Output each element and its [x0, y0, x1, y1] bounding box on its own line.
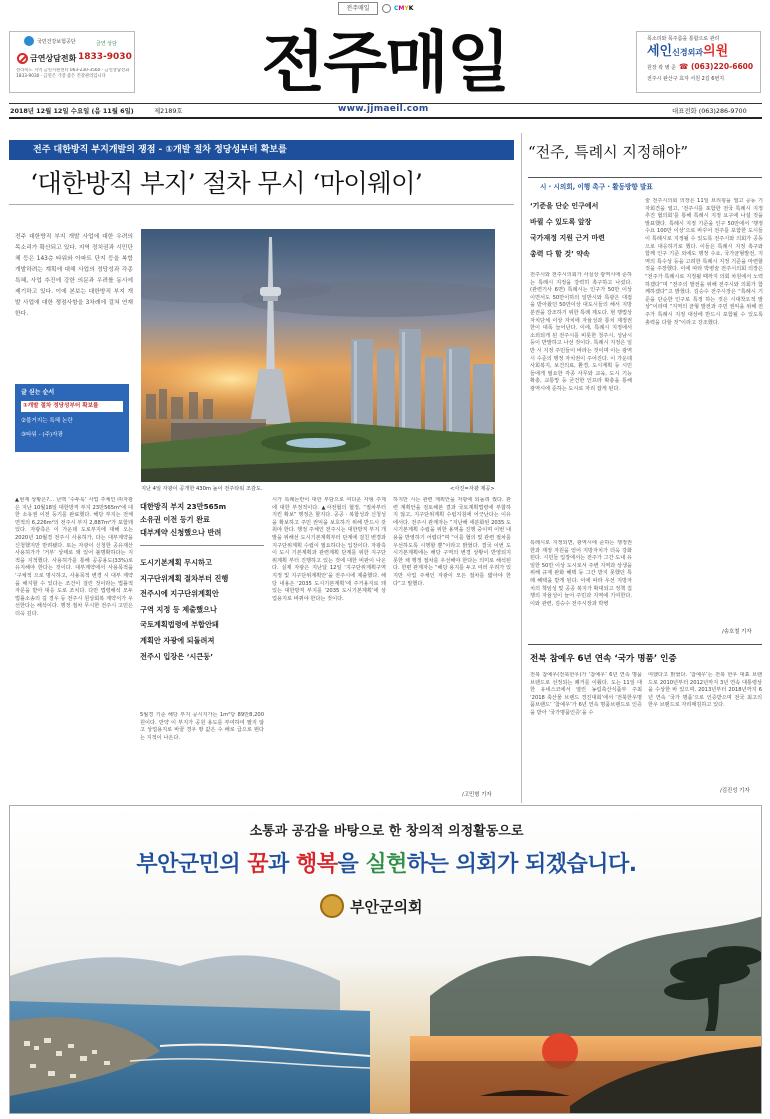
- masthead-title: 전주매일: [261, 24, 509, 101]
- registration-mark: [382, 4, 391, 13]
- article3-col1: 전북 참예우(전북한우)가 ‘참예우’ 6년 연속 명품브랜드로 선정되는 쾌거를 이뤘다. 도는 11일 대한 유네스코에서 열린 농림축산식품부 주최 ‘2018 축산물 브랜드 경진대회’에서 ‘전북한우명품브랜드’ ‘참예우’가 6년 연속 명품브랜드로 인증을 받아 ‘국가명품인증’을 수: [530, 672, 642, 716]
- subhead-5: 지구단위계획 절차부터 진행: [140, 573, 229, 583]
- tower-rendering-image: [141, 229, 495, 482]
- bottom-ad: [9, 805, 762, 1114]
- right-ad-doctor: 원장 곽 병 준: [647, 65, 676, 71]
- health-insurance-logo: [24, 36, 34, 46]
- series-item-1: ①개발 절차 정당성부터 확보를: [21, 401, 123, 412]
- slogan-part-3: 과: [268, 852, 296, 877]
- article1-lead: 전주 대한방직 부지 개발 사업에 대한 우려의 목소리가 확산되고 있다. 지역 정치권과 시민단체 등은 143층 타워와 아파트 단지 등을 복합 개발하려는 계획에 대해 사업의 정당성과 각종 특혜, 사업 추진에 강한 의문과 우려를 동시에 제기하고 있다. 이에 본보는 대한방직 부지 개발 사업에 대한 쟁점사항을 3차례에 걸쳐 연재한다.: [15, 234, 133, 317]
- right-ad-name-c: 의원: [703, 44, 729, 59]
- left-ad-org: 국민건강보험공단: [37, 39, 76, 45]
- slogan-part-1: 부안군민의: [136, 852, 248, 877]
- ad-slogan: [10, 850, 762, 880]
- subhead-8: 국토계획법령에 부합안돼: [140, 620, 219, 630]
- article1-col2-tail: 5월경 기준 해당 부지 공시지가는 1m²당 89만8,200원이다. 만약 이 부지가 공원 용도를 부여하여 팔지 않고 상업용지로 바꿀 경우 땅 값은 수 배로 급으로 뛴다는 지적이 나온다.: [140, 712, 264, 741]
- article1-byline: /고민형 기자: [462, 792, 492, 798]
- dateline-issue: 제2189호: [154, 107, 183, 115]
- article1-col1: ▲현재 상황은?… 난맥 ‘수두룩’ 사업 주체인 ㈜자광은 지난 10월18일 대한방직 부지 23만565m²에 대한 소유권 이전 등기를 완료했다. 해당 부지는 전체 면적의 6,226m²의 전주시 부지 2,887m²가 포함돼 있다. 자광측은 이 가운데 도로부지에 대해 오는 2020년 10월경 전주시 사용허가, 다는 대부계약을 신청했지만 반려됐다. 또는 자광이 신청한 공유재산 사용허가가 ‘거부’ 상태로 돼 있어 불명확하다는 지적을 지적했다. 사용허가를 통해 공공용도(33%)로 유지해야 한다는 것이다. 대부계약에서 사용목적을 ‘구체적 으로 명시하고, 사용목적 변경 시 대부 계약을 해지할 수 있다는 조건이 걸린 것이라는 법률적 자문을 받아 대응 도로 조치다. 다만 법령해석 모두 법률소송의 길 경우 등 전주시 원상회복 계약서가 우선한다는 해석이다. 행정 절차 무시한 전주시 고민은 더욱 깊다.: [15, 497, 133, 617]
- a2-subhead-3: 국가재정 지원 근거 마련: [530, 234, 605, 242]
- series-box: [15, 384, 129, 452]
- right-ad-top: 목소리와 목주름을 통합으로 관리: [647, 36, 720, 42]
- dateline-tel: 대표전화 (063)286-9700: [672, 107, 747, 115]
- series-title: 글 싣는 순서: [21, 389, 55, 396]
- ad-tagline: 소통과 공감을 바탕으로 한 창의적 의정활동으로: [249, 824, 524, 839]
- subhead-3: 대부계약 신청했으나 반려: [140, 528, 222, 537]
- article2-subheads: [530, 198, 640, 262]
- right-ad-name: [647, 44, 728, 61]
- cmyk-c: C: [394, 5, 399, 12]
- article2-kicker: 시 · 시의회, 이행 촉구 · 활동방향 발표: [540, 183, 653, 191]
- right-ad-phone: ☎ (063)220-6600: [679, 62, 754, 71]
- a2-subhead-1: ‘기준을 단순 인구에서: [530, 202, 599, 210]
- left-header-ad: [9, 31, 135, 93]
- subhead-10: 전주시 입장은 ‘시큰둥’: [140, 651, 213, 661]
- article2-col1: 전주시와 전주시의회가 사실상 광역시에 준하는 특례시 지정을 강력히 촉구하고 나섰다. (관련기사 6면) 특례시는 인구가 50만 이상이면서도 50만이하의 일반시와 특광은 대접을 받아왔던 50만이상 대도시들의 해서 지방분권을 강조하기 위한 특례 제도다. 현 행법상 자치단체 이상 자치에 자율성과 통치 재정권한이 대폭 늘어난다. 이에, 특례시 지정에서 소외되게 된 전주시를 비롯한 청주시, 성남시 등이 반발하고 나선 것이다. 특례시 지정은 일반 시 지정 주민들이 바라는 것이며 이는 광역시 수준의 행정 자치권이 주어진다. 이 가운데 사회복지, 보건의료, 환경, 도시계획 등 시민들에게 필요한 각종 사무와 교육, 도시 기능 확충, 교통망 등 굳건한 인프라 확충을 통해 광역시에 준하는 도시로 자리 잡게 된다.: [530, 272, 632, 392]
- subhead-2: 소유권 이전 등기 완료: [140, 515, 210, 524]
- article2-col3: 술 전주시의회 의장은 11일 브리핑을 열고 공동 기자회견을 열고, ‘전주시를 포함한 전국 특례시 지정 추진 협의회’를 통해 특례시 지정 요구에 나설 것을 발표했다. 특례시 지정 기준을 인구 50만에서 ‘행정수요 100만 이상’으로 바꾸어 전주를 포함한 도시들이 특례시로 지정될 수 있도록 전주시와 의회가 공동으로 대응하기로 했다. 이들은 특례시 지정 촉구와 함께 인구 기준 외에도 행정 수요, 국가균형발전, 지역의 특수성 등을 고려한 특례시 지정 기준을 마련할 것을 주장했다. 이에 따라 박병술 전주시의회 의장은 “전주가 특례시로 지정될 때까지 의회 차원에서 노력하겠다”며 “전주의 발전을 위해 전주시와 의회가 함께하겠다”고 밝혔다. 김승수 전주시장은 “특례시 기준을 단순한 인구로 특정 하는 것은 시대착오적 발상”이라며 “지역의 균형 발전과 주민 권익을 위해 전주가 특례시 지정 대상에 반드시 포함될 수 있도록 총력을 다할 것”이라고 강조했다.: [645, 198, 763, 326]
- left-ad-line: 금연상담전화: [30, 54, 77, 63]
- right-ad-name-b: 신경외과: [672, 48, 704, 57]
- subhead-9: 계획안 자광에 되돌려져: [140, 635, 215, 645]
- cmyk-k: K: [408, 5, 414, 12]
- cmyk-marks: [394, 4, 413, 13]
- article3-col2: 여했다고 밝혔다. ‘참예우’는 전북 한우 대표 브랜드로 2010년부터 2012년까지 3년 연속 대통령상을 수상한 바 있으며, 2013년부터 2018년까지 6년 연속 ‘국가 명품’으로 인증받으며 전국 최고의 한우 브랜드로 자리매김하고 있다.: [648, 672, 762, 709]
- a2-subhead-2: 바뀔 수 있도록 앞장: [530, 218, 592, 226]
- article1-kicker: 전주 대한방직 부지개발의 쟁점 - ①개발 절차 정당성부터 확보를: [9, 140, 514, 160]
- slogan-part-6: 실현: [365, 852, 407, 877]
- right-header-ad: [636, 31, 761, 93]
- a2-subhead-4: 총력 다 할 것’ 약속: [530, 250, 590, 258]
- dateline-url[interactable]: www.jjmaeil.com: [338, 104, 429, 114]
- cmyk-y: Y: [404, 5, 409, 12]
- slogan-part-7: 하는 의회가 되겠습니다.: [406, 852, 637, 877]
- article3-byline: /김진성 기자: [720, 788, 750, 794]
- photo-caption-left: 지난 4일 자광이 공개한 430m 높이 전주타워 조감도.: [141, 486, 263, 492]
- article1-headline: ‘대한방직 부지’ 절차 무시 ‘마이웨이’: [30, 169, 423, 199]
- subhead-4: 도시기본계획 무시하고: [140, 558, 212, 567]
- subhead-6: 전주시에 지구단위계획안: [140, 589, 219, 599]
- left-ad-fine: 전라북도 지역 금연지원센터 063-230-3560 · 금연상담전화 1833-9030 · 금연은 가장 좋은 건강관리입니다: [16, 68, 130, 79]
- dateline-date: 2018년 12월 12일 수요일 (음 11월 6일): [10, 107, 134, 115]
- article2-headline: “전주, 특례시 지정해야”: [528, 143, 689, 161]
- subhead-1: 대한방직 부지 23만565m: [140, 502, 227, 511]
- slogan-part-5: 을: [337, 852, 366, 877]
- left-ad-phone: 1833-9030: [78, 52, 132, 62]
- top-tag-box: 전주매일: [338, 2, 378, 15]
- left-ad-side: 금연 상담: [96, 41, 117, 47]
- article1-col3: 시가 특례논란이 대한 부담으로 여다운 자형 주제에 대한 부정적이다. ▲사전협의 협정, “절차부터 지킨 확보” 행정은 할지다. 공공 · 복합성과 신청성을 확보하고 주민 권익을 보호하기 위해 반드시 갖춰야 한다. 행정 주체인 전주시는 대한방직 부지 개발을 위해선 도시기본계획부터 단계에 걸친 변경과 지구단위계획 수립이 필요하다는 입장이다. 자광측이 도시 기본계획과 관련계획 단계를 위한 지구단위계획 부터 진행하고 있는 것에 대한 비판이 나온다. 실제 자광은 지난달 12일 ‘지구단위계획구역 지정 및 지구단위계획안’을 전주시에 제출했다. 해당 내용은 ‘2035 도시기본계획’에 주거용지로 돼 있는 대한방직 부지를 ‘2035 도시기본계획’에 상업용지로 바꿔야 한다는 것이다.: [272, 497, 386, 602]
- series-item-2: ②불거지는 특혜 논란: [21, 418, 73, 424]
- right-ad-name-a: 세인: [647, 44, 673, 59]
- photo-caption-right: <사진=자광 제공>: [450, 486, 495, 492]
- article1-subheads-b: [140, 555, 268, 664]
- right-ad-address: 전주시 완산구 효자 서원 2길 6번지: [647, 76, 725, 82]
- article2-col2: 특례시로 지정되면, 광역시에 준하는 행정권한과 재정 자원을 얻어 지방자치가 더욱 강화된다. 시민들 입장에서는 전주가 그간 도내 유일한 50만 이상 도시로서 주변 지역과 상생을 위해 규제 완화 혜택 등 그간 받지 못했던 특례 혜택을 받게 된다. 이에 따라 우선 지방자치의 책임성 및 공공 복지가 확대되고 정책 집행의 자율성이 늘어 주민과 지역에 기여한다. 이와 관련, 김승수 전주시장과 박병: [530, 540, 632, 607]
- subhead-7: 구역 지정 등 제출했으나: [140, 604, 217, 614]
- cmyk-m: M: [398, 5, 405, 12]
- series-item-3: ③타워 - (주)자광: [21, 432, 63, 438]
- slogan-part-4: 행복: [295, 852, 338, 877]
- article1-subheads-a: [140, 500, 268, 539]
- council-name: 부안군의회: [350, 898, 423, 916]
- no-smoking-icon: [17, 53, 28, 64]
- slogan-part-2: 꿈: [247, 852, 269, 877]
- council-emblem-icon: [320, 894, 344, 918]
- article3-headline: 전북 참예우 6년 연속 ‘국가 명품’ 인증: [530, 654, 677, 664]
- article2-byline: /송호철 기자: [722, 629, 752, 635]
- article1-col4: 하지만 시는 관련 계획안을 자광에 되돌려 줬다. 관련 계획안을 검토해본 결과 국토계획법령에 부합하지 않고, 지구단위계획 수립지침에 어긋난다는 이유에서다. 전주시 관계자는 “지난해 세분화된 2035 도시기본계획 수립을 위한 용역을 진행 중이며 이번 내용을 반영하기 어렵다”며 “이를 협의 및 관련 절차를 우선하도록 시행할 뿐”이라고 밝혔다. 결국 이번 도시기본계획에는 해당 구역의 변경 상황이 반영되지 못한 채 행정 절차를 우선해야 한다는 의미로 해석된다. 한편 관계자는 “해당 용지를 두고 여러 우려가 있지만 사업 주체인 자광이 모든 절차를 밟아야 한다”고 말했다.: [393, 497, 511, 587]
- article1-photo: [141, 229, 495, 482]
